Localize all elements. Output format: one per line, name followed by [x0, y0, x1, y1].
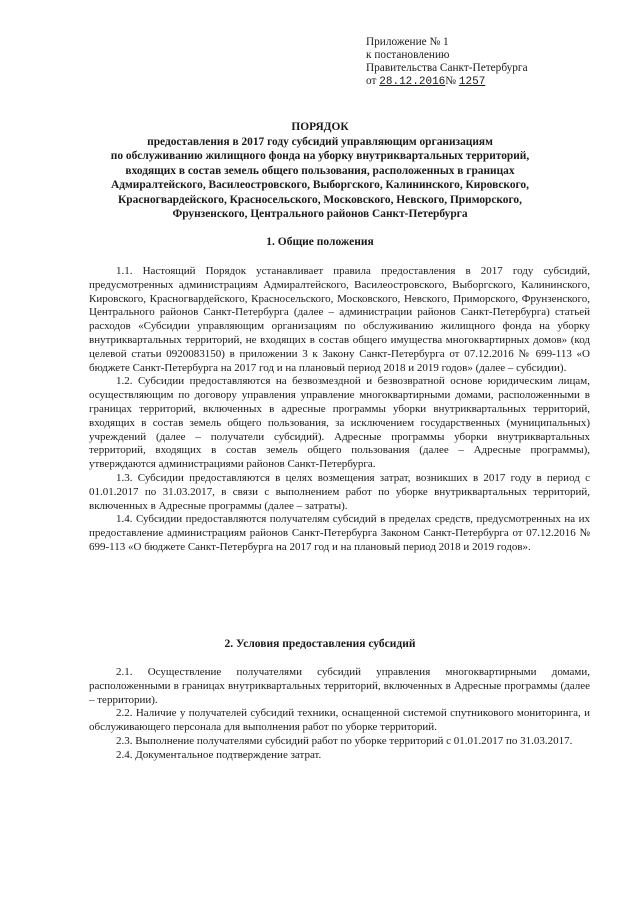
paragraph-1-1: 1.1. Настоящий Порядок устанавливает правила предоставления в 2017 году субсидий, предусмотренных администрациям Адмиралтейского, Василеостровского, Выборгского, Калининского, Кировского, Красногвардейского, Красносельского, Московского, Невского, Приморского, Фрунзенского, Центрального районов Санкт-Петербурга (далее – администрации районов Санкт-Петербурга) статьей расходов «Субсидии управляющим организациям по обслуживанию жилищного фонда на уборку внутриквартальных территорий, не входящих в состав общего имущества многоквартирных домов» (код целевой статьи 0920083150) в приложении 3 к Закону Санкт-Петербурга от 07.12.2016 № 699-113 «О бюджете Санкт-Петербурга на 2017 год и на плановый период 2018 и 2019 годов» (далее – субсидии). — [89, 265, 590, 374]
title-line-5: Красногвардейского, Красносельского, Московского, Невского, Приморского, — [118, 193, 522, 206]
paragraph-2-2: 2.2. Наличие у получателей субсидий техники, оснащенной системой спутникового мониторинга, и обслуживающего персонала для выполнения работ по уборке территорий. — [89, 707, 590, 734]
title-main: ПОРЯДОК — [291, 121, 349, 133]
appendix-number: 1257 — [458, 76, 486, 88]
paragraph-1-3: 1.3. Субсидии предоставляются в целях возмещения затрат, возникших в 2017 году в период с 01.01.2017 по 31.03.2017, в связи с выполнением работ по уборке внутриквартальных территорий, включенных в Адресные программы (далее – затраты). — [89, 471, 590, 512]
paragraph-1-2: 1.2. Субсидии предоставляются на безвозмездной и безвозвратной основе юридическим лицам, осуществляющим по договору управления управление многоквартирными домами, расположенными в границах территорий, включенных в адресные программы уборки внутриквартальных территорий, входящих в состав земель общего пользования, за исключением государственных (муниципальных) учреждений (далее – получатели субсидий). Адресные программы уборки внутриквартальных территорий, входящих в состав земель общего пользования (далее – Адресные программы), утверждаются администрациями районов Санкт-Петербурга. — [89, 375, 590, 471]
appendix-line-1: Приложение № 1 — [366, 36, 449, 48]
section-1-title: 1. Общие положения — [266, 236, 374, 248]
title-line-3: входящих в состав земель общего пользования, расположенных в границах — [125, 164, 515, 177]
title-line-6: Фрунзенского, Центрального районов Санкт-Петербурга — [172, 208, 468, 220]
appendix-no: № — [445, 75, 457, 87]
section-2-title: 2. Условия предоставления субсидий — [224, 638, 416, 650]
section-1-body — [89, 265, 590, 555]
document-title — [0, 120, 640, 222]
title-line-1: предоставления в 2017 году субсидий управляющим организациям — [147, 135, 493, 148]
paragraph-1-4: 1.4. Субсидии предоставляются получателям субсидий в пределах средств, предусмотренных на их предоставление администрациям районов Санкт-Петербурга Законом Санкт-Петербурга от 07.12.2016 № 699-113 «О бюджете Санкт-Петербурга на 2017 год и на плановый период 2018 и 2019 годов». — [89, 513, 590, 553]
paragraph-2-4: 2.4. Документальное подтверждение затрат. — [116, 748, 322, 761]
appendix-line-2: к постановлению — [366, 49, 450, 61]
appendix-date: 28.12.2016 — [379, 76, 446, 88]
appendix-date-line — [366, 75, 528, 89]
appendix-line-3: Правительства Санкт-Петербурга — [366, 62, 528, 74]
paragraph-2-1: 2.1. Осуществление получателями субсидий управления многоквартирными домами, расположенными в границах внутриквартальных территорий, включенных в Адресные программы (далее – территории). — [89, 666, 590, 706]
paragraph-2-3: 2.3. Выполнение получателями субсидий работ по уборке территорий с 01.01.2017 по 31.03.2017. — [116, 734, 573, 747]
title-line-4: Адмиралтейского, Василеостровского, Выборгского, Калининского, Кировского, — [111, 179, 529, 191]
section-2-body — [89, 666, 590, 763]
title-line-2: по обслуживанию жилищного фонда на уборку внутриквартальных территорий, — [110, 150, 530, 162]
appendix-from: от — [366, 75, 377, 87]
appendix-header — [366, 36, 528, 89]
